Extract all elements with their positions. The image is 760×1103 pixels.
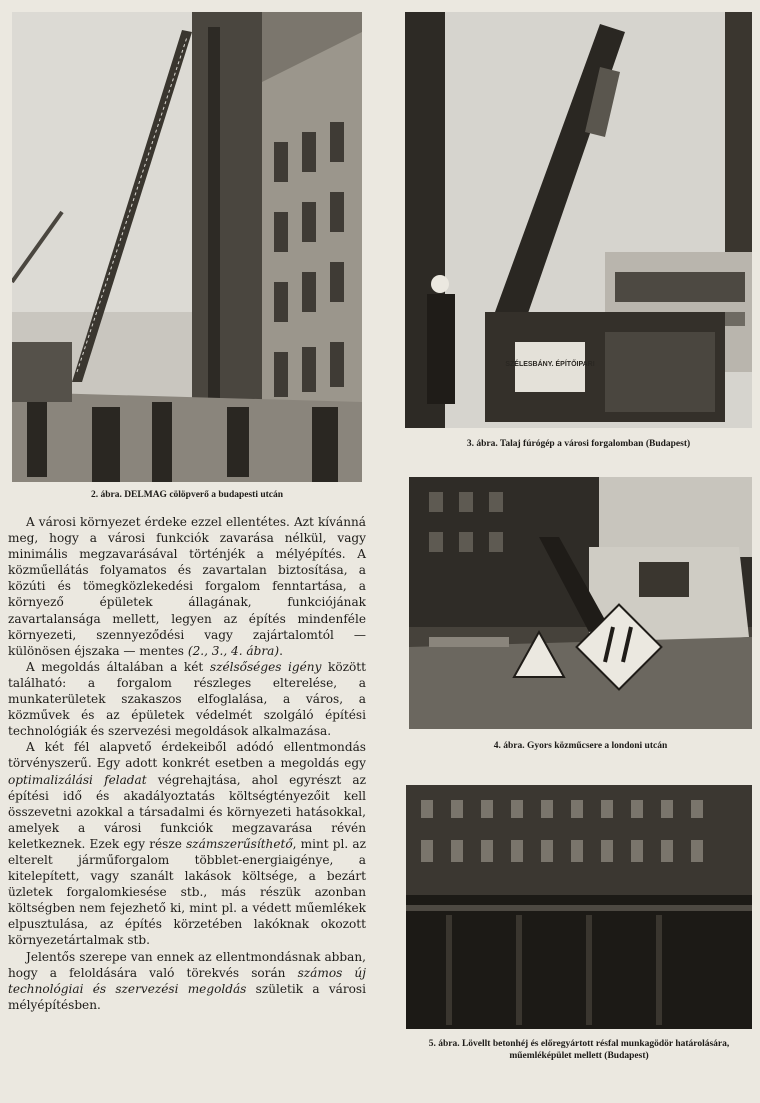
article-body (8, 514, 366, 1013)
vehicle-sign-text: SZÉLESBÁNY. ÉPÍTŐIPARI (505, 361, 595, 368)
paragraph-2: A megoldás általában a két szélsőséges igény között található: a forgalom részleges elterelése, a munkaterületek szakaszos elfoglalása, a város, a közművek és az épületek védelmét szolgáló építési technológiák és szervezési megoldások alkalmazása. (8, 659, 366, 739)
figure-4-photo (409, 477, 752, 729)
figure-5-photo (406, 785, 752, 1029)
figure-3-caption: 3. ábra. Talaj fúrógép a városi forgalomban (Budapest) (466, 439, 691, 449)
figure-2-photo (12, 12, 362, 482)
figure-5-caption: 5. ábra. Lövellt betonhéj és előregyártott résfal munkagödör határolására, műemléképület mellett (Budapest) (428, 1039, 730, 1061)
paragraph-3: A két fél alapvető érdekeiből adódó ellentmondás törvényszerű. Egy adott konkrét esetben a megoldás egy optimalizálási feladat végrehajtása, ahol egyrészt az építési idő és akadályoztatás költségtényezőit kell összevetni azokkal a társadalmi és környezeti hatásokkal, amelyek a városi funkciók megzavarása révén keletkeznek. Ezek egy része számszerűsíthető, mint pl. az elterelt járműforgalom többlet-energiaigénye, a kitelepített, vagy szanált lakások költsége, a bezárt üzletek forgalomkiesése stb., más részük azonban költségben nem fejezhető ki, mint pl. a védett műemlékek elpusztulása, az építés körzetében lakóknak okozott környezetártalmak stb. (8, 740, 366, 948)
paragraph-1: A városi környezet érdeke ezzel ellentétes. Azt kívánná meg, hogy a városi funkciók zavarása nélkül, vagy minimális megzavarásával történjék a mélyépítés. A közműellátás folyamatos és zavartalan biztosítása, a közúti és tömegközlekedési forgalom fenntartása, a környező épületek állagának, funkciójának zavartalansága mellett, legyen az építés mindenféle környezeti, szennyeződési vagy zajártalomtól — különösen éjszaka — mentes (2., 3., 4. ábra). (8, 515, 366, 658)
figure-2-caption: 2. ábra. DELMAG cölöpverő a budapesti utcán (90, 490, 284, 500)
figure-4-caption: 4. ábra. Gyors közműcsere a londoni utcán (493, 741, 668, 751)
figure-3-photo (405, 12, 752, 428)
figure-reference: (2., 3., 4. ábra) (187, 643, 280, 658)
paragraph-4: Jelentős szerepe van ennek az ellentmondásnak abban, hogy a feloldására való törekvés során számos új technológiai és szervezési megoldás születik a városi mélyépítésben. (8, 949, 366, 1012)
